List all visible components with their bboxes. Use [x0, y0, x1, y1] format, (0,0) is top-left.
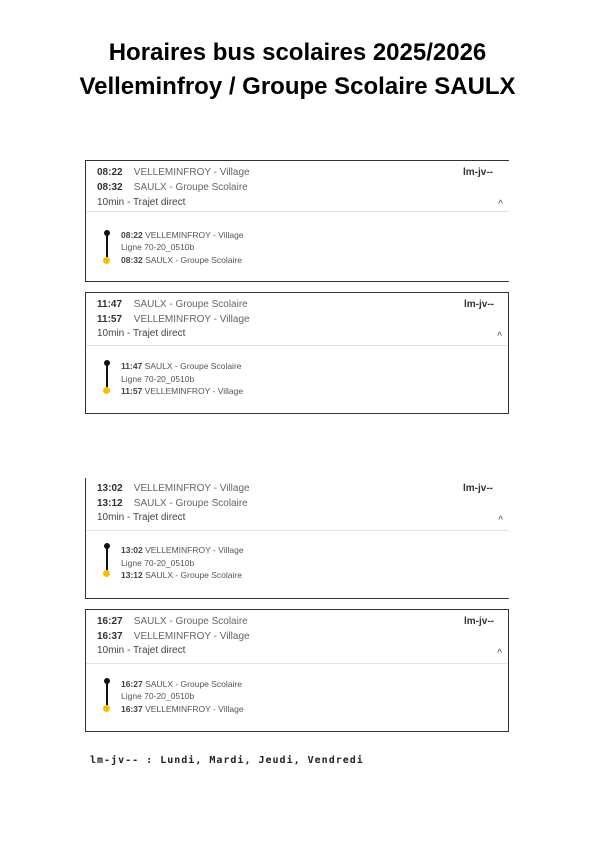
detail-arrival-stop: SAULX - Groupe Scolaire — [145, 570, 242, 580]
detail-departure-stop: SAULX - Groupe Scolaire — [145, 679, 242, 689]
end-stop-dot — [103, 570, 110, 577]
detail-arrival-time: 11:57 — [121, 386, 143, 396]
detail-departure — [121, 229, 244, 242]
end-stop-dot — [103, 387, 110, 394]
detail-departure-time: 16:27 — [121, 679, 143, 689]
route-line — [106, 682, 108, 706]
departure-row — [97, 167, 250, 179]
detail-arrival — [121, 569, 242, 582]
days-code: lm-jv-- — [463, 483, 493, 494]
detail-departure — [121, 544, 244, 557]
detail-departure — [121, 360, 242, 373]
departure-row — [97, 299, 248, 311]
detail-departure-time: 13:02 — [121, 545, 143, 555]
arrival-row — [97, 631, 250, 643]
detail-departure-time: 08:22 — [121, 230, 143, 240]
route-timeline-icon — [101, 543, 113, 579]
detail-arrival-stop: VELLEMINFROY - Village — [145, 704, 244, 714]
departure-time: 11:47 — [97, 299, 123, 310]
detail-line: Ligne 70-20_0510b — [121, 374, 195, 384]
route-timeline-icon — [101, 360, 113, 396]
detail-line: Ligne 70-20_0510b — [121, 691, 195, 701]
detail-arrival-time: 13:12 — [121, 570, 143, 580]
detail-departure — [121, 678, 242, 691]
arrival-stop: VELLEMINFROY - Village — [133, 314, 250, 325]
schedule-card-1627[interactable] — [85, 609, 509, 732]
route-line — [106, 234, 108, 258]
arrival-stop: VELLEMINFROY - Village — [133, 631, 250, 642]
page-title — [0, 36, 595, 104]
trip-duration: 10min - Trajet direct — [97, 328, 186, 339]
detail-arrival-time: 08:32 — [121, 255, 143, 265]
detail-departure-stop: SAULX - Groupe Scolaire — [144, 361, 242, 371]
route-timeline-icon — [101, 678, 113, 714]
detail-arrival-stop: SAULX - Groupe Scolaire — [145, 255, 242, 265]
days-legend: lm-jv-- : Lundi, Mardi, Jeudi, Vendredi — [90, 755, 364, 766]
divider — [86, 530, 509, 531]
detail-arrival — [121, 385, 243, 398]
departure-time: 13:02 — [97, 483, 123, 494]
divider — [86, 345, 508, 346]
detail-arrival-time: 16:37 — [121, 704, 143, 714]
departure-stop: SAULX - Groupe Scolaire — [133, 299, 248, 310]
arrival-time: 16:37 — [97, 631, 123, 642]
days-code: lm-jv-- — [464, 299, 494, 310]
title-line-1: Horaires bus scolaires 2025/2026 — [108, 39, 487, 66]
departure-row — [97, 483, 250, 495]
arrival-stop: SAULX - Groupe Scolaire — [133, 182, 248, 193]
arrival-row — [97, 314, 250, 326]
trip-duration: 10min - Trajet direct — [97, 197, 186, 208]
detail-line: Ligne 70-20_0510b — [121, 558, 195, 568]
divider — [86, 663, 508, 664]
end-stop-dot — [103, 705, 110, 712]
trip-duration: 10min - Trajet direct — [97, 645, 186, 656]
detail-arrival — [121, 703, 244, 716]
arrival-time: 11:57 — [97, 314, 123, 325]
trip-duration: 10min - Trajet direct — [97, 512, 186, 523]
schedule-card-1302[interactable] — [85, 478, 509, 599]
detail-arrival-stop: VELLEMINFROY - Village — [144, 386, 244, 396]
collapse-chevron-icon[interactable]: ^ — [498, 199, 503, 210]
schedule-card-0822[interactable] — [85, 160, 509, 282]
departure-time: 08:22 — [97, 167, 123, 178]
detail-departure-stop: VELLEMINFROY - Village — [145, 545, 244, 555]
days-code: lm-jv-- — [463, 167, 493, 178]
detail-arrival — [121, 254, 242, 267]
title-line-2: Velleminfroy / Groupe Scolaire SAULX — [79, 73, 516, 100]
schedule-card-1147[interactable] — [85, 292, 509, 414]
detail-line: Ligne 70-20_0510b — [121, 242, 195, 252]
departure-row — [97, 616, 248, 628]
divider — [86, 211, 509, 212]
detail-departure-stop: VELLEMINFROY - Village — [145, 230, 244, 240]
departure-stop: VELLEMINFROY - Village — [133, 167, 250, 178]
days-code: lm-jv-- — [464, 616, 494, 627]
route-line — [106, 547, 108, 571]
arrival-time: 08:32 — [97, 182, 123, 193]
arrival-stop: SAULX - Groupe Scolaire — [133, 498, 248, 509]
route-line — [106, 364, 108, 388]
collapse-chevron-icon[interactable]: ^ — [497, 648, 502, 659]
arrival-row — [97, 182, 248, 194]
departure-stop: VELLEMINFROY - Village — [133, 483, 250, 494]
arrival-row — [97, 498, 248, 510]
departure-stop: SAULX - Groupe Scolaire — [133, 616, 248, 627]
end-stop-dot — [103, 257, 110, 264]
departure-time: 16:27 — [97, 616, 123, 627]
collapse-chevron-icon[interactable]: ^ — [498, 515, 503, 526]
route-timeline-icon — [101, 230, 113, 266]
arrival-time: 13:12 — [97, 498, 123, 509]
collapse-chevron-icon[interactable]: ^ — [497, 331, 502, 342]
detail-departure-time: 11:47 — [121, 361, 143, 371]
